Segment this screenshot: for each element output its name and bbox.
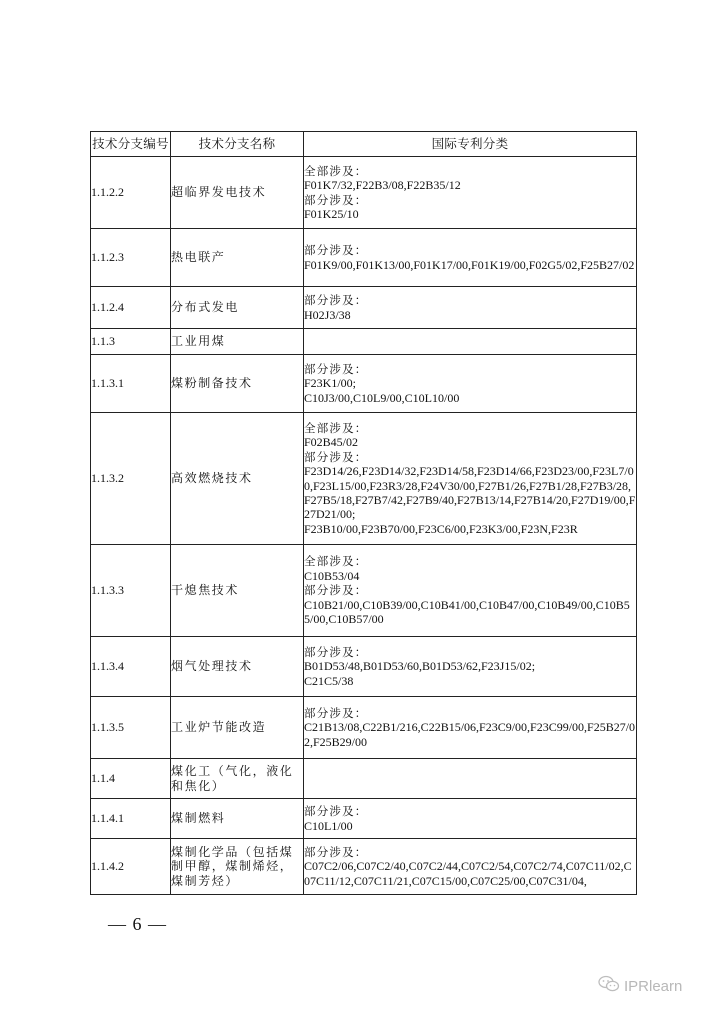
- branch-name-cell: 工业用煤: [171, 329, 304, 355]
- involvement-label: 全部涉及：: [304, 420, 368, 435]
- table-header: [91, 132, 637, 157]
- branch-number-cell: 1.1.3.5: [91, 697, 171, 759]
- branch-name-cell: 煤制化学品（包括煤制甲醇，煤制烯烃，煤制芳烃）: [171, 839, 304, 895]
- ipc-codes: C10J3/00,C10L9/00,C10L10/00: [304, 390, 460, 405]
- involvement-label: 部分涉及：: [304, 583, 368, 598]
- table-row: [91, 799, 637, 839]
- header-ipc: 国际专利分类: [304, 132, 637, 157]
- ipc-codes: H02J3/38: [304, 307, 351, 322]
- branch-name-cell: 超临界发电技术: [171, 157, 304, 229]
- branch-number-cell: 1.1.3: [91, 329, 171, 355]
- ipc-classification-cell: [304, 799, 637, 839]
- header-branch-number: 技术分支编号: [91, 132, 171, 157]
- header-row: [91, 132, 637, 157]
- table-row: [91, 157, 637, 229]
- ipc-codes: F01K25/10: [304, 206, 359, 221]
- table-row: [91, 545, 637, 637]
- involvement-label: 部分涉及：: [304, 192, 368, 207]
- ipc-classification-cell: [304, 355, 637, 413]
- table-row: [91, 355, 637, 413]
- wechat-icon: [598, 975, 620, 997]
- watermark: [598, 975, 682, 997]
- branch-number-cell: 1.1.4: [91, 759, 171, 799]
- table-row: [91, 229, 637, 287]
- page-number: — 6 —: [108, 914, 167, 934]
- branch-name-cell: 煤化工（气化，液化和焦化）: [171, 759, 304, 799]
- header-branch-name: 技术分支名称: [171, 132, 304, 157]
- branch-number-cell: 1.1.3.2: [91, 413, 171, 545]
- involvement-label: 部分涉及：: [304, 644, 368, 659]
- ipc-classification-cell: [304, 839, 637, 895]
- branch-number-cell: 1.1.2.2: [91, 157, 171, 229]
- ipc-classification-cell: [304, 329, 637, 355]
- branch-name-cell: 分布式发电: [171, 287, 304, 329]
- branch-number-cell: 1.1.3.3: [91, 545, 171, 637]
- ipc-codes: C10B53/04: [304, 568, 360, 583]
- branch-name-cell: 工业炉节能改造: [171, 697, 304, 759]
- ipc-classification-cell: [304, 229, 637, 287]
- branch-name-cell: 煤制燃料: [171, 799, 304, 839]
- branch-name-cell: 烟气处理技术: [171, 637, 304, 697]
- branch-number-cell: 1.1.4.1: [91, 799, 171, 839]
- table-row: [91, 329, 637, 355]
- branch-name-cell: 热电联产: [171, 229, 304, 287]
- table-row: [91, 759, 637, 799]
- branch-number-cell: 1.1.3.4: [91, 637, 171, 697]
- involvement-label: 全部涉及：: [304, 163, 368, 178]
- table-row: [91, 839, 637, 895]
- ipc-classification-cell: [304, 637, 637, 697]
- branch-number-cell: 1.1.2.3: [91, 229, 171, 287]
- involvement-label: 全部涉及：: [304, 554, 368, 569]
- ipc-classification-cell: [304, 545, 637, 637]
- branch-number-cell: 1.1.2.4: [91, 287, 171, 329]
- ipc-codes: C21C5/38: [304, 673, 354, 688]
- involvement-label: 部分涉及：: [304, 361, 368, 376]
- ipc-codes: F23D14/26,F23D14/32,F23D14/58,F23D14/66,F23D23/00,F23L7/00,F23L15/00,F23R3/28,F24V30/00,F27B1/26,F27B1/28,F27B3/28,F27B5/18,F27B7/42,F27B9/40,F27B13/14,F27B14/20,F27D19/00,F27D21/00;: [304, 464, 636, 522]
- ipc-classification-cell: [304, 759, 637, 799]
- ipc-codes: B01D53/48,B01D53/60,B01D53/62,F23J15/02;: [304, 659, 536, 674]
- ipc-codes: C10L1/00: [304, 818, 353, 833]
- branch-name-cell: 煤粉制备技术: [171, 355, 304, 413]
- watermark-text: IPRlearn: [624, 977, 683, 995]
- ipc-codes: C07C2/06,C07C2/40,C07C2/44,C07C2/54,C07C2/74,C07C11/02,C07C11/12,C07C11/21,C07C15/00,C07C25/00,C07C31/04,: [304, 859, 632, 888]
- branch-name-cell: 干熄焦技术: [171, 545, 304, 637]
- ipc-classification-cell: [304, 287, 637, 329]
- involvement-label: 部分涉及：: [304, 705, 368, 720]
- ipc-classification-cell: [304, 157, 637, 229]
- involvement-label: 部分涉及：: [304, 449, 368, 464]
- table-row: [91, 287, 637, 329]
- table-row: [91, 637, 637, 697]
- ipc-codes: F02B45/02: [304, 435, 359, 450]
- ipc-codes: F23B10/00,F23B70/00,F23C6/00,F23K3/00,F23N,F23R: [304, 521, 578, 536]
- branch-name-cell: 高效燃烧技术: [171, 413, 304, 545]
- branch-number-cell: 1.1.4.2: [91, 839, 171, 895]
- ipc-codes: F23K1/00;: [304, 376, 357, 391]
- ipc-classification-table: [90, 131, 637, 895]
- ipc-codes: F01K7/32,F22B3/08,F22B35/12: [304, 178, 461, 193]
- table-row: [91, 697, 637, 759]
- ipc-codes: C10B21/00,C10B39/00,C10B41/00,C10B47/00,C10B49/00,C10B55/00,C10B57/00: [304, 597, 630, 627]
- involvement-label: 部分涉及：: [304, 293, 368, 308]
- involvement-label: 部分涉及：: [304, 844, 368, 859]
- ipc-classification-cell: [304, 413, 637, 545]
- table-row: [91, 413, 637, 545]
- table-body: [91, 157, 637, 895]
- ipc-classification-cell: [304, 697, 637, 759]
- branch-number-cell: 1.1.3.1: [91, 355, 171, 413]
- ipc-codes: F01K9/00,F01K13/00,F01K17/00,F01K19/00,F02G5/02,F25B27/02: [304, 257, 635, 272]
- involvement-label: 部分涉及：: [304, 804, 368, 819]
- ipc-codes: C21B13/08,C22B1/216,C22B15/06,F23C9/00,F23C99/00,F25B27/02,F25B29/00: [304, 720, 636, 749]
- involvement-label: 部分涉及：: [304, 243, 368, 258]
